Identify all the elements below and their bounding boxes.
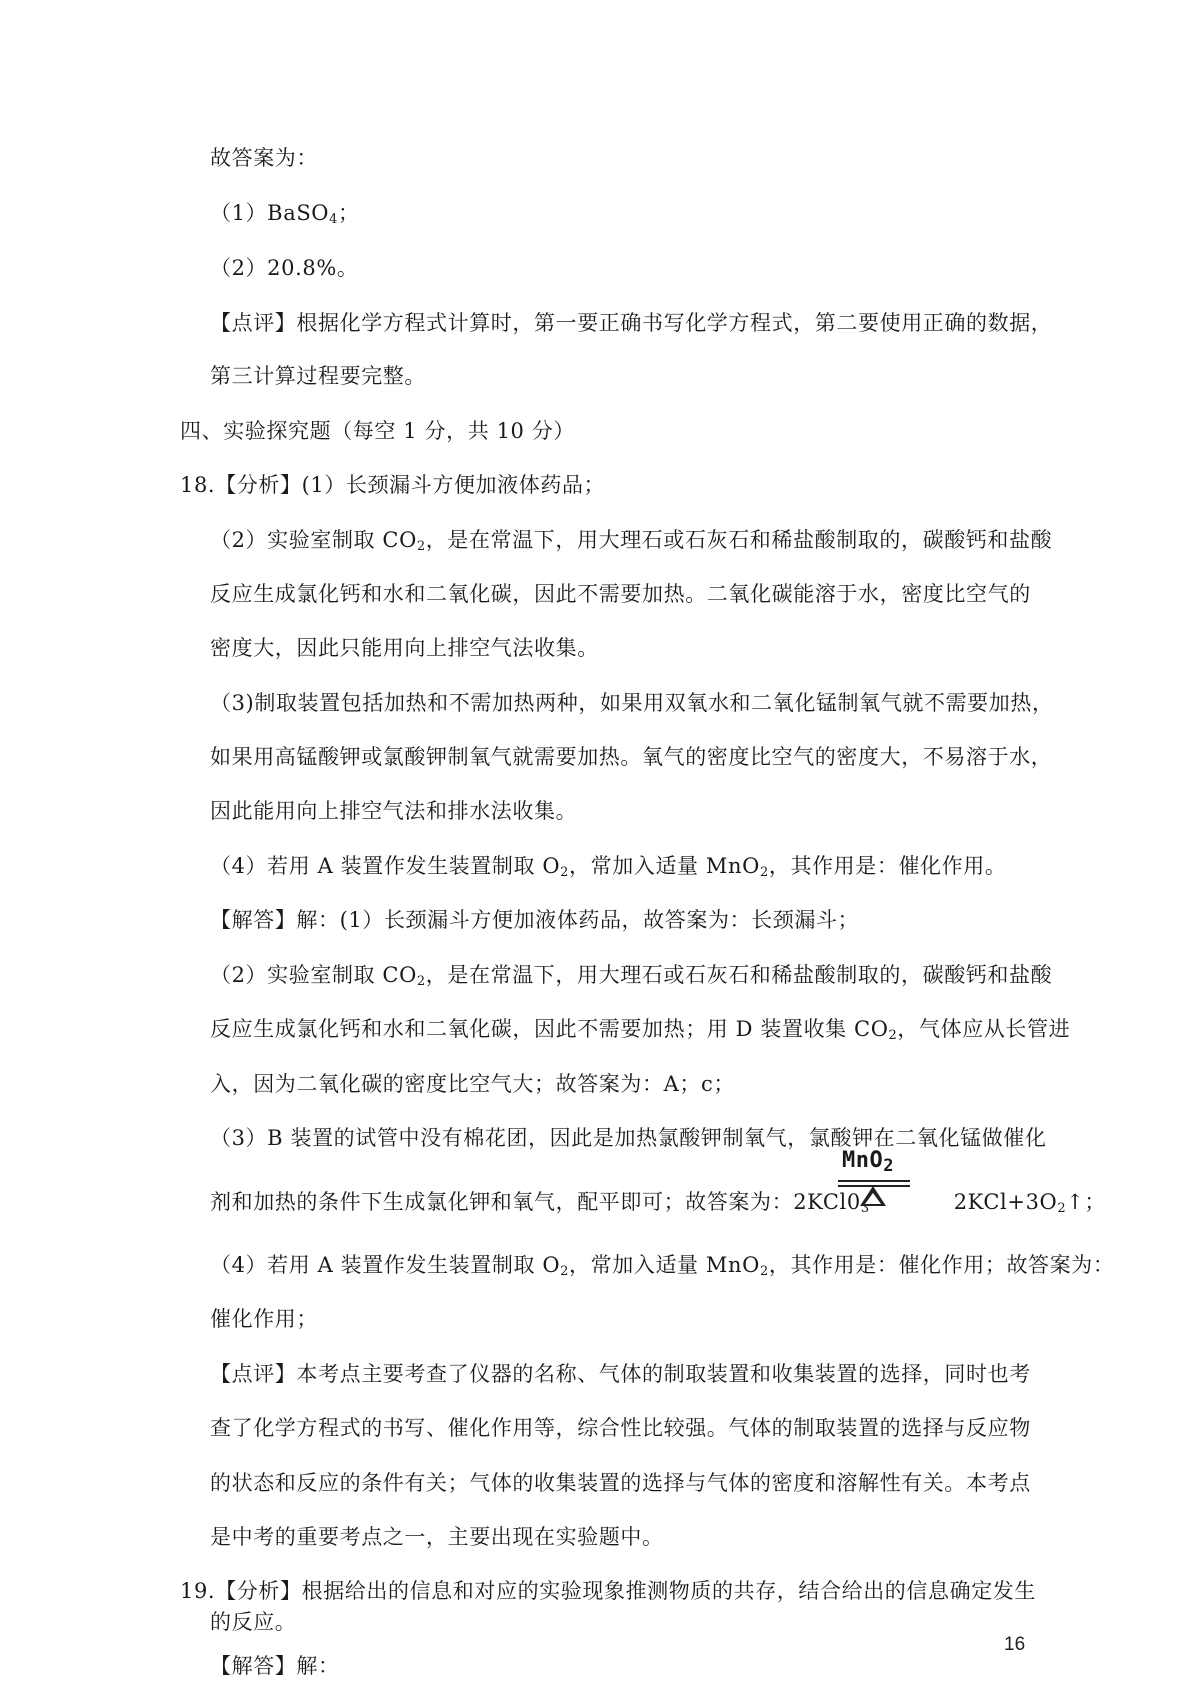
subscript: 2: [759, 865, 769, 880]
q18-solution-2: [210, 961, 1052, 996]
q19-solution: 【解答】解：: [210, 1654, 340, 1678]
q18-analysis-2-cont: 密度大，因此只能用向上排空气法收集。: [210, 636, 599, 660]
q18-analysis-3-cont: 如果用高锰酸钾或氯酸钾制氧气就需要加热。氧气的密度比空气的密度大，不易溶于水，: [210, 745, 1053, 769]
subscript: 2: [416, 974, 426, 989]
text-part: 反应生成氯化钙和水和二氧化碳，因此不需要加热；用 D 装置收集 CO: [210, 1017, 889, 1041]
subscript: 2: [416, 539, 426, 554]
text-part: ，其作用是：催化作用；故答案为：: [768, 1253, 1115, 1277]
q19-analysis-1: 19.【分析】根据给出的信息和对应的实验现象推测物质的共存，结合给出的信息确定发生: [180, 1579, 1036, 1603]
text-part: （4）若用 A 装置作发生装置制取 O: [210, 1253, 561, 1277]
answer-1: [210, 199, 360, 234]
q18-comment-1: 【点评】本考点主要考查了仪器的名称、气体的制取装置和收集装置的选择，同时也考: [210, 1362, 1031, 1386]
text-part: ，气体应从长管进: [897, 1017, 1071, 1041]
q18-solution-2-cont: [210, 1015, 1070, 1050]
answer-1-end: ；: [338, 201, 360, 225]
q18-solution-2-cont: 入，因为二氧化碳的密度比空气大；故答案为：A；c；: [210, 1072, 735, 1096]
text-part: 2KCl+3O: [953, 1190, 1058, 1214]
subscript: 3: [860, 1201, 870, 1216]
q18-analysis-2-cont: 反应生成氯化钙和水和二氧化碳，因此不需要加热。二氧化碳能溶于水，密度比空气的: [210, 582, 1031, 606]
text-part: 剂和加热的条件下生成氯化钾和氧气，配平即可；故答案为：2KCl0: [210, 1190, 861, 1214]
text-part: ，是在常温下，用大理石或石灰石和稀盐酸制取的，碳酸钙和盐酸: [425, 528, 1053, 552]
subscript: 2: [759, 1264, 769, 1279]
answer-2: （2）20.8%。: [210, 256, 359, 280]
subscript: 2: [1057, 1201, 1067, 1216]
answer-intro: 故答案为：: [210, 146, 318, 170]
q18-analysis-4: [210, 852, 1006, 887]
reaction-condition: [838, 1148, 910, 1208]
q18-analysis-3: （3)制取装置包括加热和不需加热两种，如果用双氧水和二氧化锰制氧气就不需要加热，: [210, 691, 1054, 715]
q18-solution-1: 【解答】解：(1）长颈漏斗方便加液体药品，故答案为：长颈漏斗；: [210, 908, 860, 932]
q18-comment-4: 是中考的重要考点之一，主要出现在实验题中。: [210, 1525, 664, 1549]
q18-analysis-3-cont: 因此能用向上排空气法和排水法收集。: [210, 799, 578, 823]
comment-line-1: 【点评】根据化学方程式计算时，第一要正确书写化学方程式，第二要使用正确的数据，: [210, 311, 1053, 335]
subscript: 4: [329, 212, 338, 227]
q18-solution-3: （3）B 装置的试管中没有棉花团，因此是加热氯酸钾制氧气，氯酸钾在二氧化锰做催化: [210, 1126, 1047, 1150]
text-part: ，常加入适量 MnO: [569, 854, 760, 878]
page-number: 16: [1004, 1634, 1026, 1655]
q18-comment-2: 查了化学方程式的书写、催化作用等，综合性比较强。气体的制取装置的选择与反应物: [210, 1416, 1031, 1440]
subscript: 2: [888, 1028, 898, 1043]
q18-solution-3-equation-line: [210, 1188, 1106, 1223]
equals-bar-top: [838, 1180, 910, 1182]
catalyst-label: MnO2: [842, 1148, 894, 1176]
section-heading: 四、实验探究题（每空 1 分，共 10 分）: [180, 419, 575, 443]
heat-delta-icon-inner: [865, 1193, 881, 1204]
subscript: 2: [560, 865, 570, 880]
text-part: ，是在常温下，用大理石或石灰石和稀盐酸制取的，碳酸钙和盐酸: [425, 963, 1053, 987]
text-part: （2）实验室制取 CO: [210, 963, 417, 987]
text-part: ，常加入适量 MnO: [569, 1253, 760, 1277]
text-part: （2）实验室制取 CO: [210, 528, 417, 552]
answer-1-text: （1）BaSO: [210, 201, 330, 225]
comment-line-2: 第三计算过程要完整。: [210, 364, 426, 388]
text-part: ，其作用是：催化作用。: [768, 854, 1007, 878]
text-part: （4）若用 A 装置作发生装置制取 O: [210, 854, 561, 878]
q19-analysis-2: 的反应。: [210, 1610, 297, 1634]
q18-solution-4-cont: 催化作用；: [210, 1307, 318, 1331]
q18-comment-3: 的状态和反应的条件有关；气体的收集装置的选择与气体的密度和溶解性有关。本考点: [210, 1471, 1031, 1495]
subscript: 2: [560, 1264, 570, 1279]
q18-solution-4: [210, 1251, 1114, 1286]
text-part: ↑；: [1066, 1190, 1107, 1214]
q18-analysis-2: [210, 526, 1052, 561]
q18-analysis-1: 18.【分析】(1）长颈漏斗方便加液体药品；: [180, 473, 606, 497]
